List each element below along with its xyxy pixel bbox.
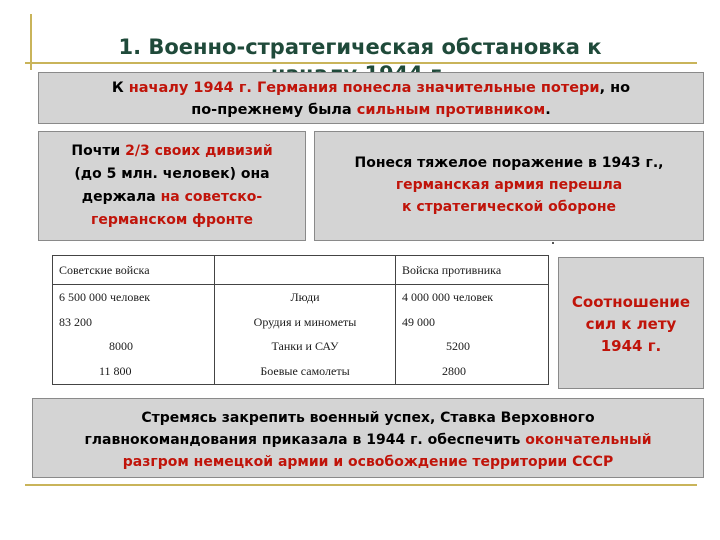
table-row [53,285,549,310]
intro-text-3: по-прежнему была [191,102,357,118]
intro-highlight-1: началу 1944 г. Германия понесла значительные потери [128,80,600,96]
conclusion-highlight-2: разгром немецкой армии и освобождение территории СССР [122,454,614,470]
table-row [53,334,549,359]
forces-table [52,255,549,385]
table-header-cell: Советские войска [53,256,215,285]
divisions-highlight-1: 2/3 своих дивизий [125,143,273,159]
intro-text-1: К [111,80,129,96]
table-header-cell [215,256,396,285]
divisions-highlight-3: германском фронте [91,212,253,228]
table-header-cell: Войска противника [396,256,549,285]
page-title [60,34,660,64]
ratio-box [558,257,704,389]
defeat-highlight-2: к стратегической обороне [401,199,617,215]
divisions-text-3: держала [81,189,161,205]
intro-highlight-2: сильным противником [356,102,546,118]
divisions-text-1: Почти [71,143,126,159]
ratio-line-3: 1944 г. [600,337,662,355]
table-cell: 83 200 [53,310,215,335]
table-cell: Боевые самолеты [215,359,396,384]
table-row [53,310,549,335]
table-row [53,359,549,384]
intro-text-2: , но [599,80,631,96]
intro-text-4: . [545,102,551,118]
table-cell: 6 500 000 человек [53,285,215,310]
conclusion-box [32,398,704,478]
decorative-bottom-line [25,484,697,486]
table-cell: 2800 [396,359,549,384]
table-cell: 4 000 000 человек [396,285,549,310]
table-cell: 49 000 [396,310,549,335]
table-cell: 5200 [396,334,549,359]
defeat-text-1: Понеся тяжелое поражение в 1943 г., [354,155,664,171]
intro-box [38,72,704,124]
table-cell: 8000 [53,334,215,359]
divisions-text-2: (до 5 млн. человек) она [74,166,270,182]
conclusion-highlight-1: окончательный [525,432,652,448]
table-cell: Люди [215,285,396,310]
defeat-box [314,131,704,241]
conclusion-text-2: главнокомандования приказала в 1944 г. обеспечить [84,432,526,448]
decorative-dot [552,242,554,244]
conclusion-text-1: Стремясь закрепить военный успех, Ставка Верховного [141,410,595,426]
defeat-highlight-1: германская армия перешла [395,177,623,193]
ratio-line-1: Соотношение [571,293,691,311]
table-header-row [53,256,549,285]
table-cell: Танки и САУ [215,334,396,359]
divisions-box [38,131,306,241]
table-cell: Орудия и минометы [215,310,396,335]
page-title-line-1: 1. Военно-стратегическая обстановка к [118,35,602,59]
table-cell: 11 800 [53,359,215,384]
ratio-line-2: сил к лету [585,315,677,333]
divisions-highlight-2: на советско- [160,189,263,205]
